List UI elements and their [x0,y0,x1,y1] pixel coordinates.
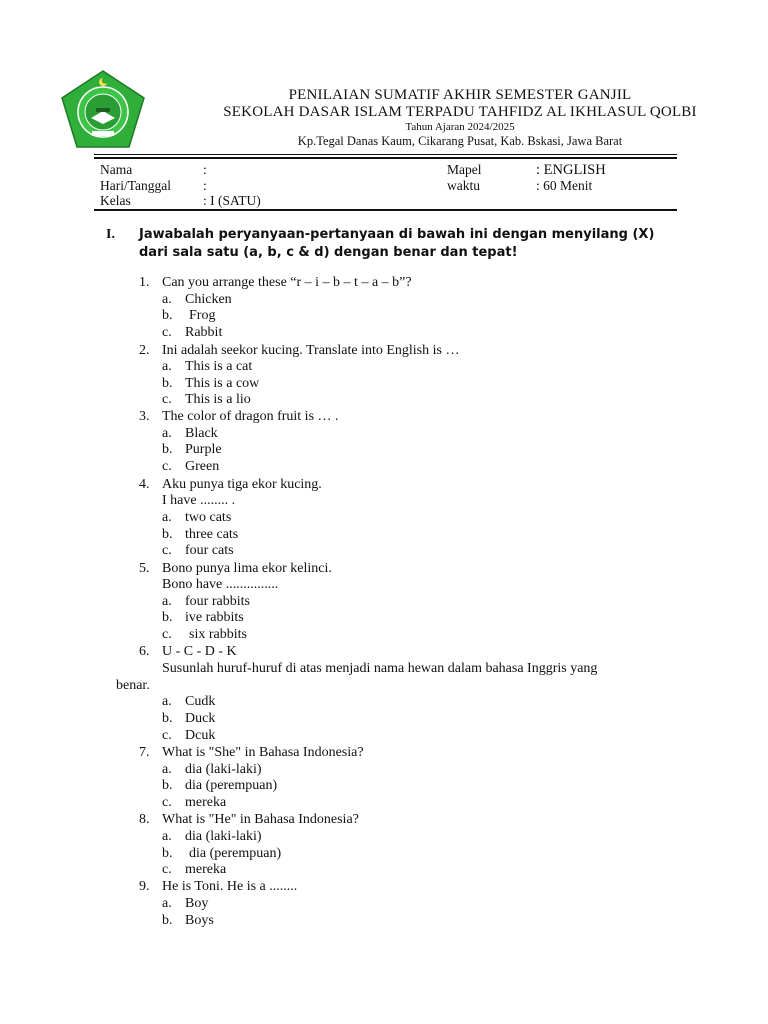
option-4a[interactable] [162,510,231,526]
option-letter: a. [162,426,172,441]
kelas-label: Kelas [100,193,131,208]
option-2c[interactable] [162,392,251,408]
school-crest-icon [58,68,148,150]
question-6-prompt: Susunlah huruf-huruf di atas menjadi nama hewan dalam bahasa Inggris yang [162,661,598,676]
question-number: 7. [139,745,150,760]
option-letter: c. [162,392,172,407]
mapel-value: : ENGLISH [536,162,606,178]
option-text: Chicken [185,292,232,307]
option-letter: b. [162,308,173,323]
hari-value: : [203,178,207,193]
option-letter: b. [162,376,173,391]
question-text: Ini adalah seekor kucing. Translate into English is … [162,343,460,358]
option-9a[interactable] [162,896,208,912]
question-6 [139,644,237,660]
option-letter: a. [162,762,172,777]
option-letter: c. [162,543,172,558]
option-text: three cats [185,527,239,542]
mapel-label: Mapel [447,162,482,177]
option-letter: a. [162,510,172,525]
question-text: Can you arrange these “r – i – b – t – a – b”? [162,275,412,290]
option-text: four cats [185,543,234,558]
option-letter: a. [162,292,172,307]
option-letter: c. [162,325,172,340]
question-text: U - C - D - K [162,644,237,659]
option-letter: c. [162,862,172,877]
option-text: dia (laki-laki) [185,829,262,844]
option-text: Purple [185,442,222,457]
option-letter: a. [162,694,172,709]
option-text: Boys [185,913,214,928]
option-text: Cudk [185,694,216,709]
school-address: Kp.Tegal Danas Kaum, Cikarang Pusat, Kab. Bskasi, Jawa Barat [297,134,623,148]
option-8a[interactable] [162,829,262,845]
option-letter: b. [162,610,173,625]
option-text: Black [185,426,218,441]
question-text: Bono punya lima ekor kelinci. [162,561,332,576]
option-6c[interactable] [162,728,215,744]
option-text: Boy [185,896,209,911]
school-name: SEKOLAH DASAR ISLAM TERPADU TAHFIDZ AL IKHLASUL QOLBI [223,104,697,120]
nama-label: Nama [100,162,133,177]
question-6-continuation: benar. [116,678,150,693]
option-text: ive rabbits [185,610,244,625]
question-4-prompt: I have ........ . [162,493,236,508]
option-letter: b. [162,778,173,793]
option-3a[interactable] [162,426,218,442]
question-7 [139,745,364,761]
option-letter: b. [162,846,173,861]
option-letter: c. [162,728,172,743]
waktu-label: waktu [447,178,480,193]
option-text: This is a cow [185,376,260,391]
question-number: 2. [139,343,150,358]
question-number: 3. [139,409,150,424]
question-text: He is Toni. He is a ........ [162,879,298,894]
option-2b[interactable] [162,376,259,392]
question-number: 8. [139,812,150,827]
option-letter: b. [162,913,173,928]
option-1c[interactable] [162,325,222,341]
hari-label: Hari/Tanggal [100,178,172,193]
option-letter: b. [162,527,173,542]
option-5a[interactable] [162,594,250,610]
option-1b[interactable] [162,308,215,324]
option-5b[interactable] [162,610,244,626]
question-4 [139,477,322,493]
question-3 [139,409,339,425]
option-2a[interactable] [162,359,252,375]
option-text: This is a lio [185,392,251,407]
option-text: This is a cat [185,359,253,374]
section-number: I. [106,227,115,242]
question-2 [139,343,459,359]
exam-title: PENILAIAN SUMATIF AKHIR SEMESTER GANJIL [288,87,632,103]
question-9 [139,879,297,895]
option-7c[interactable] [162,795,226,811]
option-letter: c. [162,459,172,474]
question-text: What is "He" in Bahasa Indonesia? [162,812,359,827]
option-4c[interactable] [162,543,234,559]
option-text: dia (laki-laki) [185,762,262,777]
option-letter: c. [162,627,172,642]
option-7b[interactable] [162,778,277,794]
question-text: The color of dragon fruit is … . [162,409,339,424]
question-text: Aku punya tiga ekor kucing. [162,477,322,492]
option-text: Duck [185,711,216,726]
question-5 [139,561,332,577]
option-9b[interactable] [162,913,214,929]
option-6a[interactable] [162,694,215,710]
option-letter: a. [162,896,172,911]
option-text: mereka [185,795,227,810]
kelas-value: : I (SATU) [203,193,261,208]
option-text: Dcuk [185,728,216,743]
option-7a[interactable] [162,762,262,778]
option-text: dia (perempuan) [185,778,278,793]
question-1 [139,275,412,291]
question-number: 9. [139,879,150,894]
academic-year: Tahun Ajaran 2024/2025 [405,121,515,133]
question-text: What is "She" in Bahasa Indonesia? [162,745,364,760]
question-number: 6. [139,644,150,659]
option-text: mereka [185,862,227,877]
option-text: two cats [185,510,232,525]
header-divider [94,154,677,155]
option-letter: b. [162,442,173,457]
section-instruction: Jawabalah peryanyaan-pertanyaan di bawah ini dengan menyilang (X) dari sala satu (a, b, c & d) dengan benar dan tepat! [139,227,655,260]
option-text: Green [185,459,220,474]
option-letter: a. [162,359,172,374]
option-text: Rabbit [185,325,223,340]
nama-value: : [203,162,207,177]
option-letter: a. [162,594,172,609]
option-text: dia (perempuan) [189,846,282,861]
option-8c[interactable] [162,862,226,878]
option-5c[interactable] [162,627,247,643]
waktu-value: : 60 Menit [536,178,593,193]
option-1a[interactable] [162,292,232,308]
option-letter: b. [162,711,173,726]
option-letter: c. [162,795,172,810]
info-divider [94,209,677,211]
question-8 [139,812,359,828]
option-3c[interactable] [162,459,219,475]
option-text: six rabbits [189,627,247,642]
question-number: 4. [139,477,150,492]
option-text: Frog [189,308,216,323]
option-6b[interactable] [162,711,215,727]
option-8b[interactable] [162,846,281,862]
option-4b[interactable] [162,527,238,543]
option-letter: a. [162,829,172,844]
option-3b[interactable] [162,442,222,458]
option-text: four rabbits [185,594,250,609]
question-number: 5. [139,561,150,576]
question-5-prompt: Bono have ............... [162,577,279,592]
header-divider-thick [94,157,677,159]
question-number: 1. [139,275,150,290]
